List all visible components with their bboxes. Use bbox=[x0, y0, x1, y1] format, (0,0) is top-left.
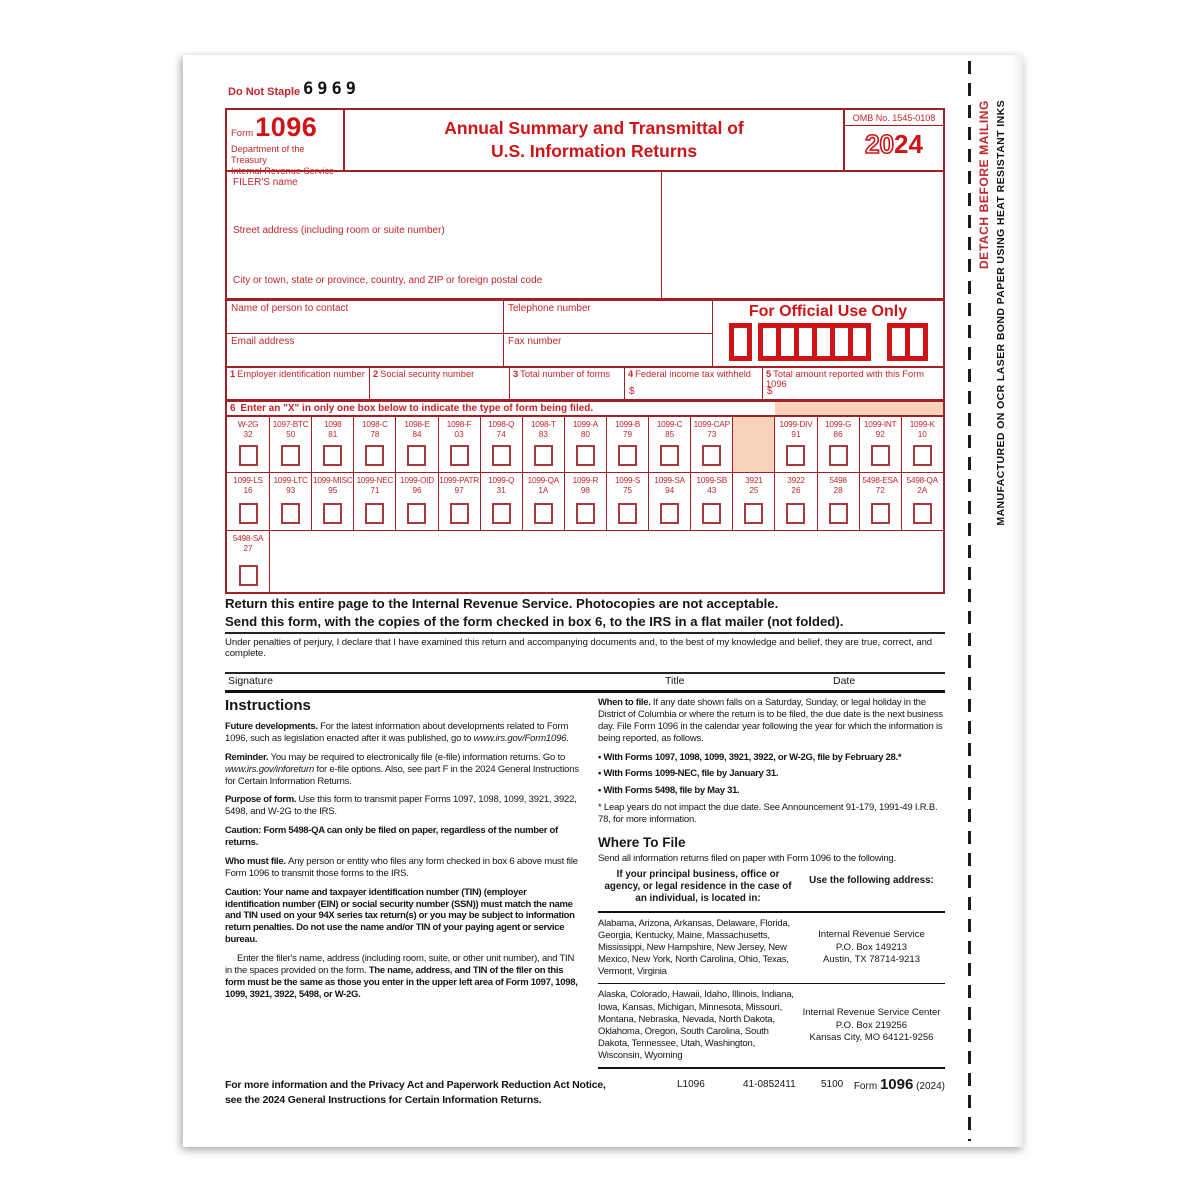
form-type-code: 32 bbox=[243, 430, 253, 439]
form-type-code: 73 bbox=[707, 430, 717, 439]
checkbox-1099-SA[interactable] bbox=[660, 503, 679, 524]
dollar-sign: $ bbox=[629, 386, 635, 397]
form-type-name: 3922 bbox=[787, 476, 805, 485]
form-type-code: 72 bbox=[875, 486, 885, 495]
form-type-name: 1099-DIV bbox=[779, 420, 813, 429]
checkbox-1099-DIV[interactable] bbox=[786, 445, 805, 466]
form-type-cell-3922 bbox=[774, 473, 816, 530]
when-to-file-paragraphs bbox=[598, 697, 945, 826]
signature-line[interactable] bbox=[225, 672, 945, 674]
checkbox-5498-SA[interactable] bbox=[239, 565, 258, 586]
where-to-file-heading: Where To File bbox=[598, 834, 686, 850]
form-type-code: 03 bbox=[454, 430, 464, 439]
form-type-name: 1098-C bbox=[362, 420, 388, 429]
form-type-code: 81 bbox=[328, 430, 338, 439]
paragraph: Future developments. For the latest information about developments related to Form 1096, such as legislation enacted after it was published, go to www.irs.gov/Form1096. bbox=[225, 721, 569, 744]
fax-field[interactable]: Fax number bbox=[508, 336, 562, 347]
box-4-field[interactable] bbox=[624, 368, 762, 399]
form-type-code: 28 bbox=[833, 486, 843, 495]
form-type-code: 1A bbox=[538, 486, 549, 495]
form-type-code: 83 bbox=[538, 430, 548, 439]
form-type-name: 1099-G bbox=[825, 420, 852, 429]
official-use-group-2 bbox=[758, 323, 871, 361]
form-reference bbox=[854, 1076, 945, 1094]
form-type-cell-1099-INT bbox=[859, 417, 901, 472]
form-type-cell-1099-NEC bbox=[353, 473, 395, 530]
form-type-cell-1099-B bbox=[606, 417, 648, 472]
form-type-cell-1099-A bbox=[564, 417, 606, 472]
form-type-code: 10 bbox=[917, 430, 927, 439]
form-footer bbox=[225, 1078, 945, 1108]
states-list: Alaska, Colorado, Hawaii, Idaho, Illinois, Indiana, Iowa, Kansas, Michigan, Minnesota, Missouri, Montana, Nebraska, Nevada, North Dakota, Oklahoma, Oregon, South Carolina, South Dakota, Tennessee, Utah, Washington, Wisconsin, Wyoming bbox=[598, 989, 794, 1062]
contact-row-block bbox=[225, 300, 945, 368]
checkbox-1099-CAP[interactable] bbox=[702, 445, 721, 466]
official-use-label: For Official Use Only bbox=[748, 303, 908, 320]
form-type-cell-W-2G bbox=[227, 417, 269, 472]
states-list: Alabama, Arizona, Arkansas, Delaware, Florida, Georgia, Kentucky, Maine, Massachusetts, Mississippi, New Hampshire, New Jersey, New Mexico, New York, North Carolina, Ohio, Texas, Vermont, Virginia bbox=[598, 917, 790, 978]
paragraph: Caution: Form 5498-QA can only be filed on paper, regardless of the number of returns. bbox=[225, 825, 558, 848]
date-label: Date bbox=[833, 675, 856, 687]
form-type-cell-1099-C bbox=[648, 417, 690, 472]
instructions-left-paragraphs bbox=[225, 721, 581, 1001]
paragraph: Reminder. You may be required to electronically file (e-file) information returns. Go to www.irs.gov/inforeturn for e-file options. Also, see part F in the 2024 General Instructions for Certain Information Returns. bbox=[225, 751, 579, 787]
form-type-cell-1099-SB bbox=[690, 473, 732, 530]
print-code: L1096 bbox=[677, 1079, 705, 1090]
checkbox-1099-LTC[interactable] bbox=[281, 503, 300, 524]
box-3-field[interactable] bbox=[509, 368, 624, 399]
checkbox-1098-T[interactable] bbox=[534, 445, 553, 466]
form-type-cell-1097-BTC bbox=[269, 417, 311, 472]
form-type-code: 79 bbox=[622, 430, 633, 439]
form-type-empty-area bbox=[269, 531, 943, 592]
signature-label: Signature bbox=[228, 675, 273, 687]
address-line: P.O. Box 219256 bbox=[835, 1019, 908, 1031]
form-type-cell-5498-QA bbox=[901, 473, 943, 530]
form-type-name: 1098-T bbox=[530, 420, 556, 429]
form-type-code: 74 bbox=[496, 430, 506, 439]
form-type-cell-1099-K bbox=[901, 417, 943, 472]
form-title-line-1: Annual Summary and Transmittal of bbox=[444, 118, 744, 138]
form-type-cell-1099-Q bbox=[480, 473, 522, 530]
box-2-label bbox=[373, 369, 507, 379]
box-6-label bbox=[227, 402, 775, 415]
box-5-label bbox=[766, 369, 941, 389]
paragraph: Caution: Your name and taxpayer identification number (TIN) (employer identification number (EIN) or social security number (SSN)) must match the name and TIN used on your 94X series tax return(s) or you may be subject to information return penalties. Do not use the name and/or TIN of your paying agent or service bureau. bbox=[225, 886, 575, 946]
form-type-name: W-2G bbox=[237, 420, 259, 429]
instructions-right-column bbox=[598, 697, 945, 1069]
checkbox-3922[interactable] bbox=[786, 503, 805, 524]
official-use-boxes bbox=[713, 323, 943, 361]
form-word: Form bbox=[231, 128, 254, 139]
form-type-name: 1099-A bbox=[572, 420, 599, 429]
box-5-field[interactable] bbox=[762, 368, 943, 399]
form-type-code: 80 bbox=[580, 430, 590, 439]
thick-divider-line bbox=[225, 690, 945, 693]
checkbox-1099-MISC[interactable] bbox=[323, 503, 342, 524]
agency-line-1: Department of the Treasury bbox=[231, 144, 305, 165]
form-type-code: 75 bbox=[622, 486, 633, 495]
where-to-file-table bbox=[598, 869, 945, 1069]
box-label-text: Federal income tax withheld bbox=[635, 369, 751, 379]
form-type-cell-1098-Q bbox=[480, 417, 522, 472]
form-type-name: 5498-QA bbox=[906, 476, 938, 485]
form-type-row-1 bbox=[227, 417, 943, 472]
form-type-name: 1099-CAP bbox=[693, 420, 730, 429]
checkbox-1099-B[interactable] bbox=[618, 445, 637, 466]
paragraph: Purpose of form. Use this form to transmit paper Forms 1097, 1098, 1099, 3921, 3922, 5498, and W-2G to the IRS. bbox=[225, 794, 577, 818]
checkbox-3921[interactable] bbox=[744, 503, 763, 524]
box-6-row bbox=[225, 401, 945, 417]
form-type-cell-1099-S bbox=[606, 473, 648, 530]
telephone-field[interactable]: Telephone number bbox=[504, 301, 712, 334]
box-number: 3 bbox=[513, 369, 519, 379]
ocr-number: 6969 bbox=[303, 79, 360, 99]
checkbox-5498-QA[interactable] bbox=[913, 503, 932, 524]
checkbox-1099-S[interactable] bbox=[618, 503, 637, 524]
contact-name-field[interactable]: Name of person to contact bbox=[227, 301, 504, 334]
return-notice-line-2: Send this form, with the copies of the form checked in box 6, to the IRS in a flat mailer (not folded). bbox=[225, 614, 844, 630]
form-type-cell-1098-C bbox=[353, 417, 395, 472]
paragraph: Enter the filer's name, address (including room, suite, or other unit number), and TIN in the spaces provided on the form. The name, address, and TIN of the filer on this form must be the same as those you enter in the upper left area of Form 1097, 1098, 1099, 3921, 3922, 5498, or W-2G. bbox=[225, 953, 578, 1000]
form-type-row-3 bbox=[227, 530, 943, 592]
form-type-name: 1099-QA bbox=[527, 476, 559, 485]
form-type-name: 1099-R bbox=[572, 476, 599, 485]
form-type-code: 31 bbox=[496, 486, 506, 495]
form-type-cell-5498 bbox=[817, 473, 859, 530]
checkbox-1099-A[interactable] bbox=[576, 445, 595, 466]
official-use-box bbox=[905, 323, 928, 361]
checkbox-1099-NEC[interactable] bbox=[365, 503, 384, 524]
privacy-act-notice bbox=[225, 1078, 606, 1107]
box-number: 2 bbox=[373, 369, 379, 379]
checkbox-1099-K[interactable] bbox=[913, 445, 932, 466]
checkbox-1098-Q[interactable] bbox=[492, 445, 511, 466]
checkbox-1098-C[interactable] bbox=[365, 445, 384, 466]
form-type-code: 94 bbox=[665, 486, 675, 495]
form-type-name: 1099-SB bbox=[696, 476, 727, 485]
checkbox-1099-C[interactable] bbox=[660, 445, 679, 466]
box-number: 5 bbox=[766, 369, 772, 379]
form-type-cell-1099-CAP bbox=[690, 417, 732, 472]
form-type-code: 84 bbox=[412, 430, 422, 439]
checkbox-1099-INT[interactable] bbox=[871, 445, 890, 466]
address-line: Internal Revenue Service Center bbox=[802, 1007, 941, 1019]
form-type-name: 5498-SA bbox=[232, 534, 264, 543]
states-column-header: If your principal business, office or agency, or legal residence in the case of an individual, is located in: bbox=[604, 868, 792, 905]
year-solid-part: 24 bbox=[894, 129, 923, 159]
form-type-code: 92 bbox=[875, 430, 885, 439]
form-ref-word: Form bbox=[853, 1081, 880, 1092]
form-type-name: 1099-INT bbox=[863, 420, 897, 429]
perforation-dashed-line bbox=[968, 61, 971, 1141]
box-4-label bbox=[628, 369, 760, 379]
irs-address bbox=[798, 929, 945, 966]
box-3-label bbox=[513, 369, 622, 379]
privacy-notice-line-1: For more information and the Privacy Act and Paperwork Reduction Act Notice, bbox=[225, 1079, 606, 1091]
form-type-cell-3921 bbox=[732, 473, 774, 530]
form-title-block bbox=[345, 110, 843, 170]
address-line: Kansas City, MO 64121-9256 bbox=[809, 1032, 934, 1043]
form-number: 1096 bbox=[255, 112, 318, 142]
contact-fields bbox=[227, 301, 712, 366]
checkbox-W-2G[interactable] bbox=[239, 445, 258, 466]
official-use-block bbox=[712, 301, 943, 366]
form-type-code: 25 bbox=[749, 486, 759, 495]
official-use-group-1 bbox=[729, 323, 752, 361]
print-code: 41-0852411 bbox=[743, 1079, 796, 1090]
filer-name-label: FILER'S name bbox=[233, 177, 298, 188]
box-label-text: Social security number bbox=[380, 369, 475, 379]
box-1-label bbox=[230, 369, 367, 379]
instructions-left-column bbox=[225, 697, 581, 1001]
paragraph: * Leap years do not impact the due date. See Announcement 91-179, 1991-49 I.R.B. 78, for more information. bbox=[598, 802, 938, 825]
return-notice-line-1: Return this entire page to the Internal Revenue Service. Photocopies are not acceptable. bbox=[225, 596, 779, 611]
box-6-shaded-area bbox=[775, 402, 943, 415]
form-title-line-2: U.S. Information Returns bbox=[490, 140, 698, 161]
instructions-heading: Instructions bbox=[225, 697, 311, 714]
form-type-cell-1099-G bbox=[817, 417, 859, 472]
return-notice bbox=[225, 595, 945, 632]
form-type-name: 1099-S bbox=[614, 476, 641, 485]
form-type-name: 3921 bbox=[745, 476, 763, 485]
form-number-block bbox=[227, 110, 345, 176]
address-column-header: Use the following address: bbox=[809, 874, 934, 886]
form-type-cell-1098-E bbox=[395, 417, 437, 472]
filer-address-fields[interactable] bbox=[227, 172, 662, 298]
form-type-name: 5498 bbox=[829, 476, 847, 485]
form-type-name: 5498-ESA bbox=[862, 476, 899, 485]
checkbox-5498-ESA[interactable] bbox=[871, 503, 890, 524]
address-line: Internal Revenue Service bbox=[818, 929, 925, 941]
email-field[interactable]: Email address bbox=[227, 334, 504, 367]
form-type-name: 1098-Q bbox=[488, 420, 515, 429]
address-line: Austin, TX 78714-9213 bbox=[822, 954, 920, 966]
checkbox-5498[interactable] bbox=[829, 503, 848, 524]
form-type-row-2 bbox=[227, 472, 943, 530]
form-header bbox=[225, 108, 945, 176]
checkbox-1099-OID[interactable] bbox=[407, 503, 426, 524]
form-type-cell-1099-DIV bbox=[774, 417, 816, 472]
form-type-cell-5498-ESA bbox=[859, 473, 901, 530]
box-1-field[interactable] bbox=[227, 368, 369, 399]
filer-info-block bbox=[225, 172, 945, 300]
form-type-cell-1098-T bbox=[522, 417, 564, 472]
form-type-name: 1098-E bbox=[404, 420, 430, 429]
form-type-name: 1097-BTC bbox=[272, 420, 309, 429]
detach-before-mailing-text: DETACH BEFORE MAILING bbox=[977, 100, 991, 270]
paragraph: • With Forms 5498, file by May 31. bbox=[598, 785, 740, 797]
form-type-name: 1098 bbox=[324, 420, 342, 429]
form-type-code: 86 bbox=[833, 430, 843, 439]
form-year bbox=[845, 126, 943, 160]
form-type-name: 1099-C bbox=[656, 420, 683, 429]
amount-boxes-row bbox=[225, 368, 945, 401]
where-to-file-header-row bbox=[598, 869, 945, 913]
form-type-name: 1098-F bbox=[446, 420, 472, 429]
checkbox-1098[interactable] bbox=[323, 445, 342, 466]
form-type-code: 50 bbox=[286, 430, 296, 439]
where-to-file-row-1 bbox=[598, 913, 945, 985]
manufactured-on-text: MANUFACTURED ON OCR LASER BOND PAPER USING HEAT RESISTANT INKS bbox=[995, 100, 1007, 526]
box-2-field[interactable] bbox=[369, 368, 509, 399]
form-type-name: 1099-LS bbox=[233, 476, 263, 485]
form-type-code: 71 bbox=[370, 486, 380, 495]
checkbox-1099-G[interactable] bbox=[829, 445, 848, 466]
form-type-code: 43 bbox=[707, 486, 717, 495]
form-type-name: 1099-SA bbox=[654, 476, 685, 485]
form-type-name: 1099-B bbox=[614, 420, 641, 429]
form-type-name: 1099-LTC bbox=[273, 476, 308, 485]
form-type-cell-1099-PATR bbox=[438, 473, 480, 530]
form-type-cell-1099-OID bbox=[395, 473, 437, 530]
do-not-staple-label: Do Not Staple bbox=[228, 86, 301, 98]
box-6-text: Enter an "X" in only one box below to indicate the type of form being filed. bbox=[237, 403, 594, 414]
where-to-file-intro: Send all information returns filed on paper with Form 1096 to the following. bbox=[598, 852, 896, 864]
box-label-text: Employer identification number bbox=[237, 369, 365, 379]
form-type-name: 1099-NEC bbox=[356, 476, 394, 485]
box-6-number: 6 bbox=[230, 403, 236, 414]
form-type-name: 1099-Q bbox=[488, 476, 515, 485]
privacy-notice-line-2: see the 2024 General Instructions for Certain Information Returns. bbox=[225, 1093, 542, 1106]
official-use-box bbox=[848, 323, 871, 361]
box-label-text: Total amount reported with this Form 1096 bbox=[766, 369, 925, 390]
checkbox-1099-SB[interactable] bbox=[702, 503, 721, 524]
form-type-cell-5498-SA bbox=[227, 531, 269, 592]
irs-address bbox=[798, 1007, 945, 1044]
omb-number: OMB No. 1545-0108 bbox=[845, 110, 943, 126]
form-type-name: 1099-OID bbox=[400, 476, 434, 485]
form-1096-page bbox=[183, 55, 1023, 1147]
where-to-file-rows bbox=[598, 913, 945, 1070]
signature-label-row bbox=[225, 675, 945, 690]
paragraph: When to file. If any date shown falls on a Saturday, Sunday, or legal holiday in the District of Columbia or where the return is to be filed, the due date is the next business day. File Form 1096 in the calendar year following the year for which the information is being reported, as follows. bbox=[598, 697, 943, 744]
form-type-grid bbox=[225, 417, 945, 594]
checkbox-1099-QA[interactable] bbox=[534, 503, 553, 524]
form-type-code: 93 bbox=[286, 486, 296, 495]
box-number: 1 bbox=[230, 369, 236, 379]
address-line: P.O. Box 149213 bbox=[835, 941, 908, 953]
form-type-code: 16 bbox=[243, 486, 253, 495]
paragraph: • With Forms 1099-NEC, file by January 31. bbox=[598, 768, 779, 780]
form-type-name: 1099-MISC bbox=[312, 476, 353, 485]
print-code: 5100 bbox=[821, 1079, 844, 1090]
form-type-cell-1099-MISC bbox=[311, 473, 353, 530]
paragraph: • With Forms 1097, 1098, 1099, 3921, 3922, or W-2G, file by February 28.* bbox=[598, 751, 902, 763]
checkbox-1099-LS[interactable] bbox=[239, 503, 258, 524]
checkbox-1097-BTC[interactable] bbox=[281, 445, 300, 466]
form-type-cell-1098-F bbox=[438, 417, 480, 472]
box-label-text: Total number of forms bbox=[520, 369, 611, 379]
form-type-name: 1099-K bbox=[909, 420, 935, 429]
form-type-cell-1099-R bbox=[564, 473, 606, 530]
filer-blank-area bbox=[662, 172, 943, 298]
form-number-line bbox=[231, 112, 339, 143]
form-type-code: 85 bbox=[665, 430, 675, 439]
agency-line-2: Internal Revenue Service bbox=[231, 165, 335, 176]
form-type-cell-1098 bbox=[311, 417, 353, 472]
title-label: Title bbox=[665, 675, 685, 687]
form-type-cell-1099-SA bbox=[648, 473, 690, 530]
official-use-group-3 bbox=[887, 323, 928, 361]
form-type-code: 97 bbox=[454, 486, 464, 495]
paragraph: Who must file. Any person or entity who files any form checked in box 6 above must file Form 1096 to transmit those forms to the IRS. bbox=[225, 855, 578, 879]
form-type-cell-blank bbox=[732, 417, 774, 472]
checkbox-1099-PATR[interactable] bbox=[450, 503, 469, 524]
form-type-code: 26 bbox=[791, 486, 801, 495]
form-type-code: 96 bbox=[412, 486, 422, 495]
perjury-statement: Under penalties of perjury, I declare that I have examined this return and accompanying documents and, to the best of my knowledge and belief, they are true, correct, and complete. bbox=[225, 637, 933, 659]
year-outline-part: 20 bbox=[865, 129, 894, 159]
checkbox-1099-R[interactable] bbox=[576, 503, 595, 524]
divider-line bbox=[225, 632, 945, 634]
checkbox-1099-Q[interactable] bbox=[492, 503, 511, 524]
form-type-name: 1099-PATR bbox=[439, 476, 479, 485]
form-type-cell-1099-QA bbox=[522, 473, 564, 530]
form-type-code: 91 bbox=[791, 430, 801, 439]
form-type-cell-1099-LS bbox=[227, 473, 269, 530]
official-use-box bbox=[729, 323, 752, 361]
form-ref-number: 1096 bbox=[879, 1076, 914, 1093]
form-type-code: 2A bbox=[917, 486, 928, 495]
checkbox-1098-E[interactable] bbox=[407, 445, 426, 466]
form-type-code: 78 bbox=[370, 430, 380, 439]
omb-year-block bbox=[843, 110, 943, 170]
filer-city-label: City or town, state or province, country, and ZIP or foreign postal code bbox=[233, 275, 543, 286]
form-ref-year: (2024) bbox=[913, 1081, 945, 1092]
form-type-code: 98 bbox=[580, 486, 590, 495]
box-number: 4 bbox=[628, 369, 634, 379]
form-type-code: 27 bbox=[243, 544, 253, 553]
filer-street-label: Street address (including room or suite number) bbox=[233, 225, 445, 236]
where-to-file-row-2 bbox=[598, 984, 945, 1069]
dollar-sign: $ bbox=[767, 386, 773, 397]
checkbox-1098-F[interactable] bbox=[450, 445, 469, 466]
form-type-code: 95 bbox=[328, 486, 338, 495]
form-type-cell-1099-LTC bbox=[269, 473, 311, 530]
